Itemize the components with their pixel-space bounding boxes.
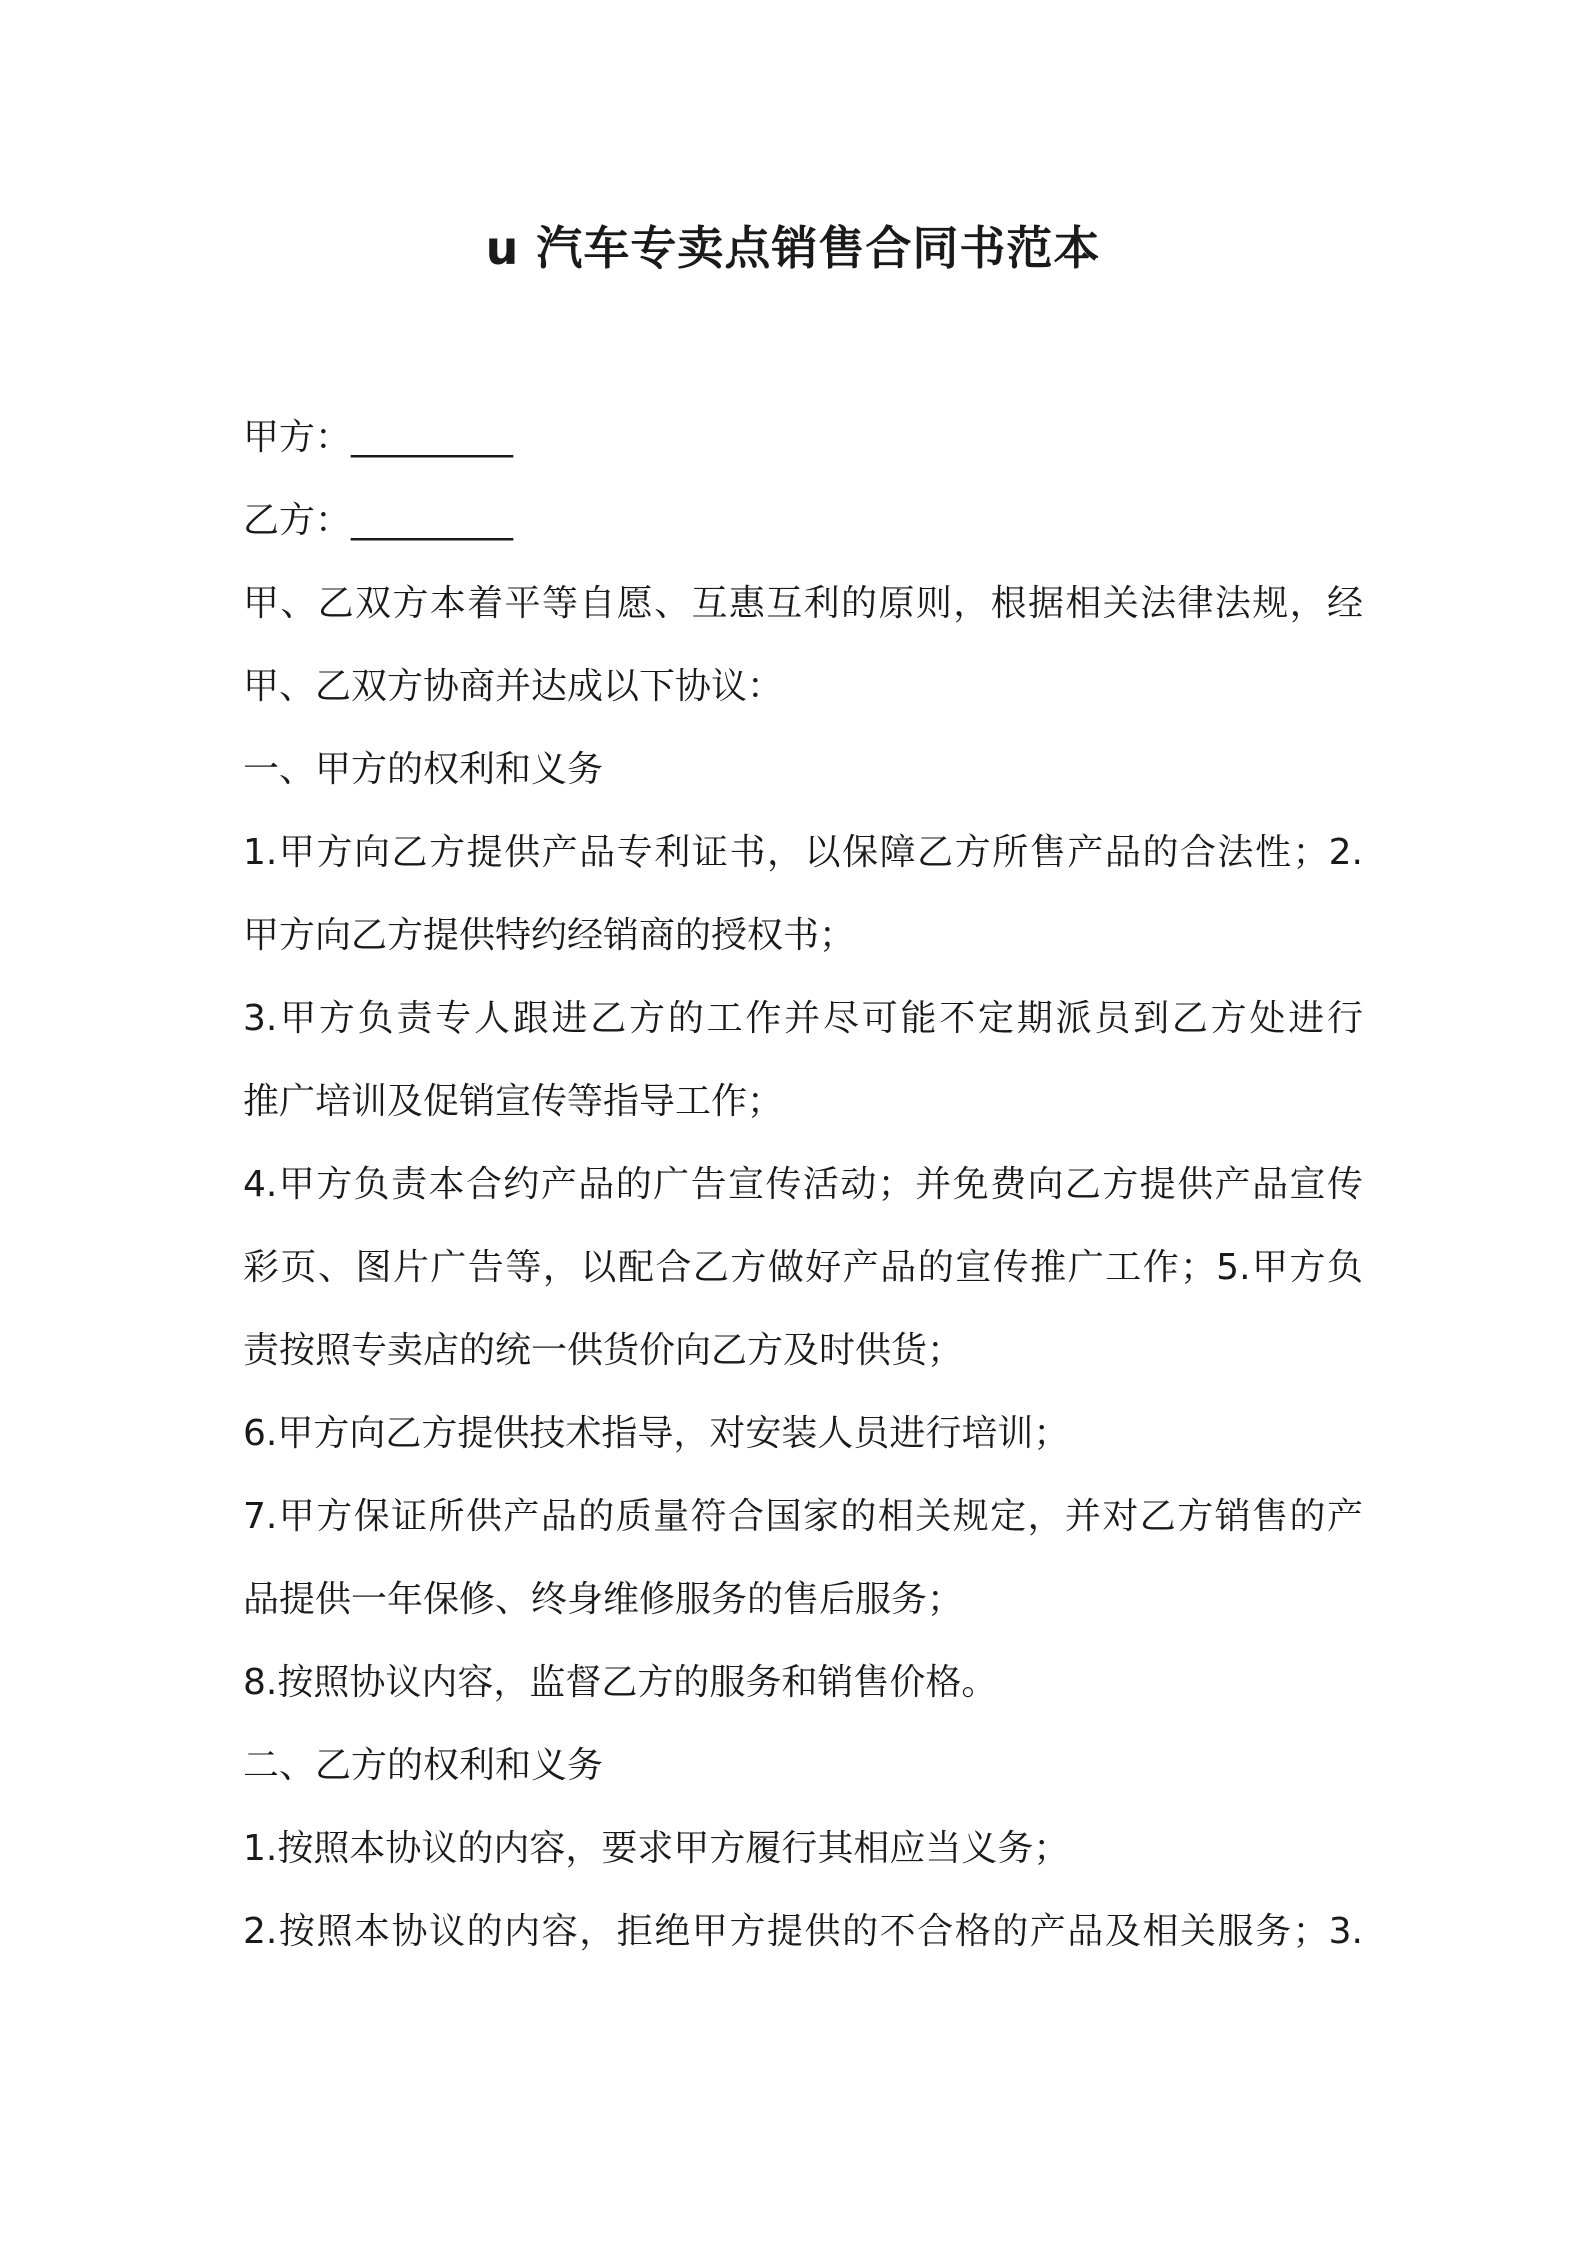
paragraph-line: 责按照专卖店的统一供货价向乙方及时供货； bbox=[243, 1330, 964, 1371]
section-heading: 二、乙方的权利和义务 bbox=[243, 1745, 604, 1786]
document-body bbox=[243, 408, 1363, 1985]
paragraph-line: 品提供一年保修、终身维修服务的售后服务； bbox=[243, 1579, 964, 1620]
paragraph-line: 7.甲方保证所供产品的质量符合国家的相关规定，并对乙方销售的产 bbox=[243, 1496, 1363, 1537]
section-heading: 一、甲方的权利和义务 bbox=[243, 749, 604, 790]
paragraph-line: 8.按照协议内容，监督乙方的服务和销售价格。 bbox=[243, 1662, 998, 1703]
paragraph-line: 3.甲方负责专人跟进乙方的工作并尽可能不定期派员到乙方处进行 bbox=[243, 998, 1363, 1039]
paragraph-line: 6.甲方向乙方提供技术指导，对安装人员进行培训； bbox=[243, 1413, 1070, 1454]
paragraph-line: 4.甲方负责本合约产品的广告宣传活动；并免费向乙方提供产品宣传 bbox=[243, 1164, 1363, 1205]
party-a-line: 甲方：_________ bbox=[243, 417, 514, 458]
paragraph-line: 推广培训及促销宣传等指导工作； bbox=[243, 1081, 784, 1122]
document-title: u 汽车专卖点销售合同书范本 bbox=[485, 221, 1101, 275]
party-b-line: 乙方：_________ bbox=[243, 500, 514, 541]
paragraph-line: 1.甲方向乙方提供产品专利证书，以保障乙方所售产品的合法性；2. bbox=[243, 832, 1363, 873]
paragraph-line: 1.按照本协议的内容，要求甲方履行其相应当义务； bbox=[243, 1828, 1070, 1869]
paragraph-line: 甲方向乙方提供特约经销商的授权书； bbox=[243, 915, 856, 956]
paragraph-line: 2.按照本协议的内容，拒绝甲方提供的不合格的产品及相关服务；3. bbox=[243, 1911, 1363, 1952]
paragraph-line: 彩页、图片广告等，以配合乙方做好产品的宣传推广工作；5.甲方负 bbox=[243, 1247, 1363, 1288]
paragraph-line: 甲、乙双方本着平等自愿、互惠互利的原则，根据相关法律法规，经 bbox=[243, 583, 1363, 624]
paragraph-line: 甲、乙双方协商并达成以下协议： bbox=[243, 666, 784, 707]
